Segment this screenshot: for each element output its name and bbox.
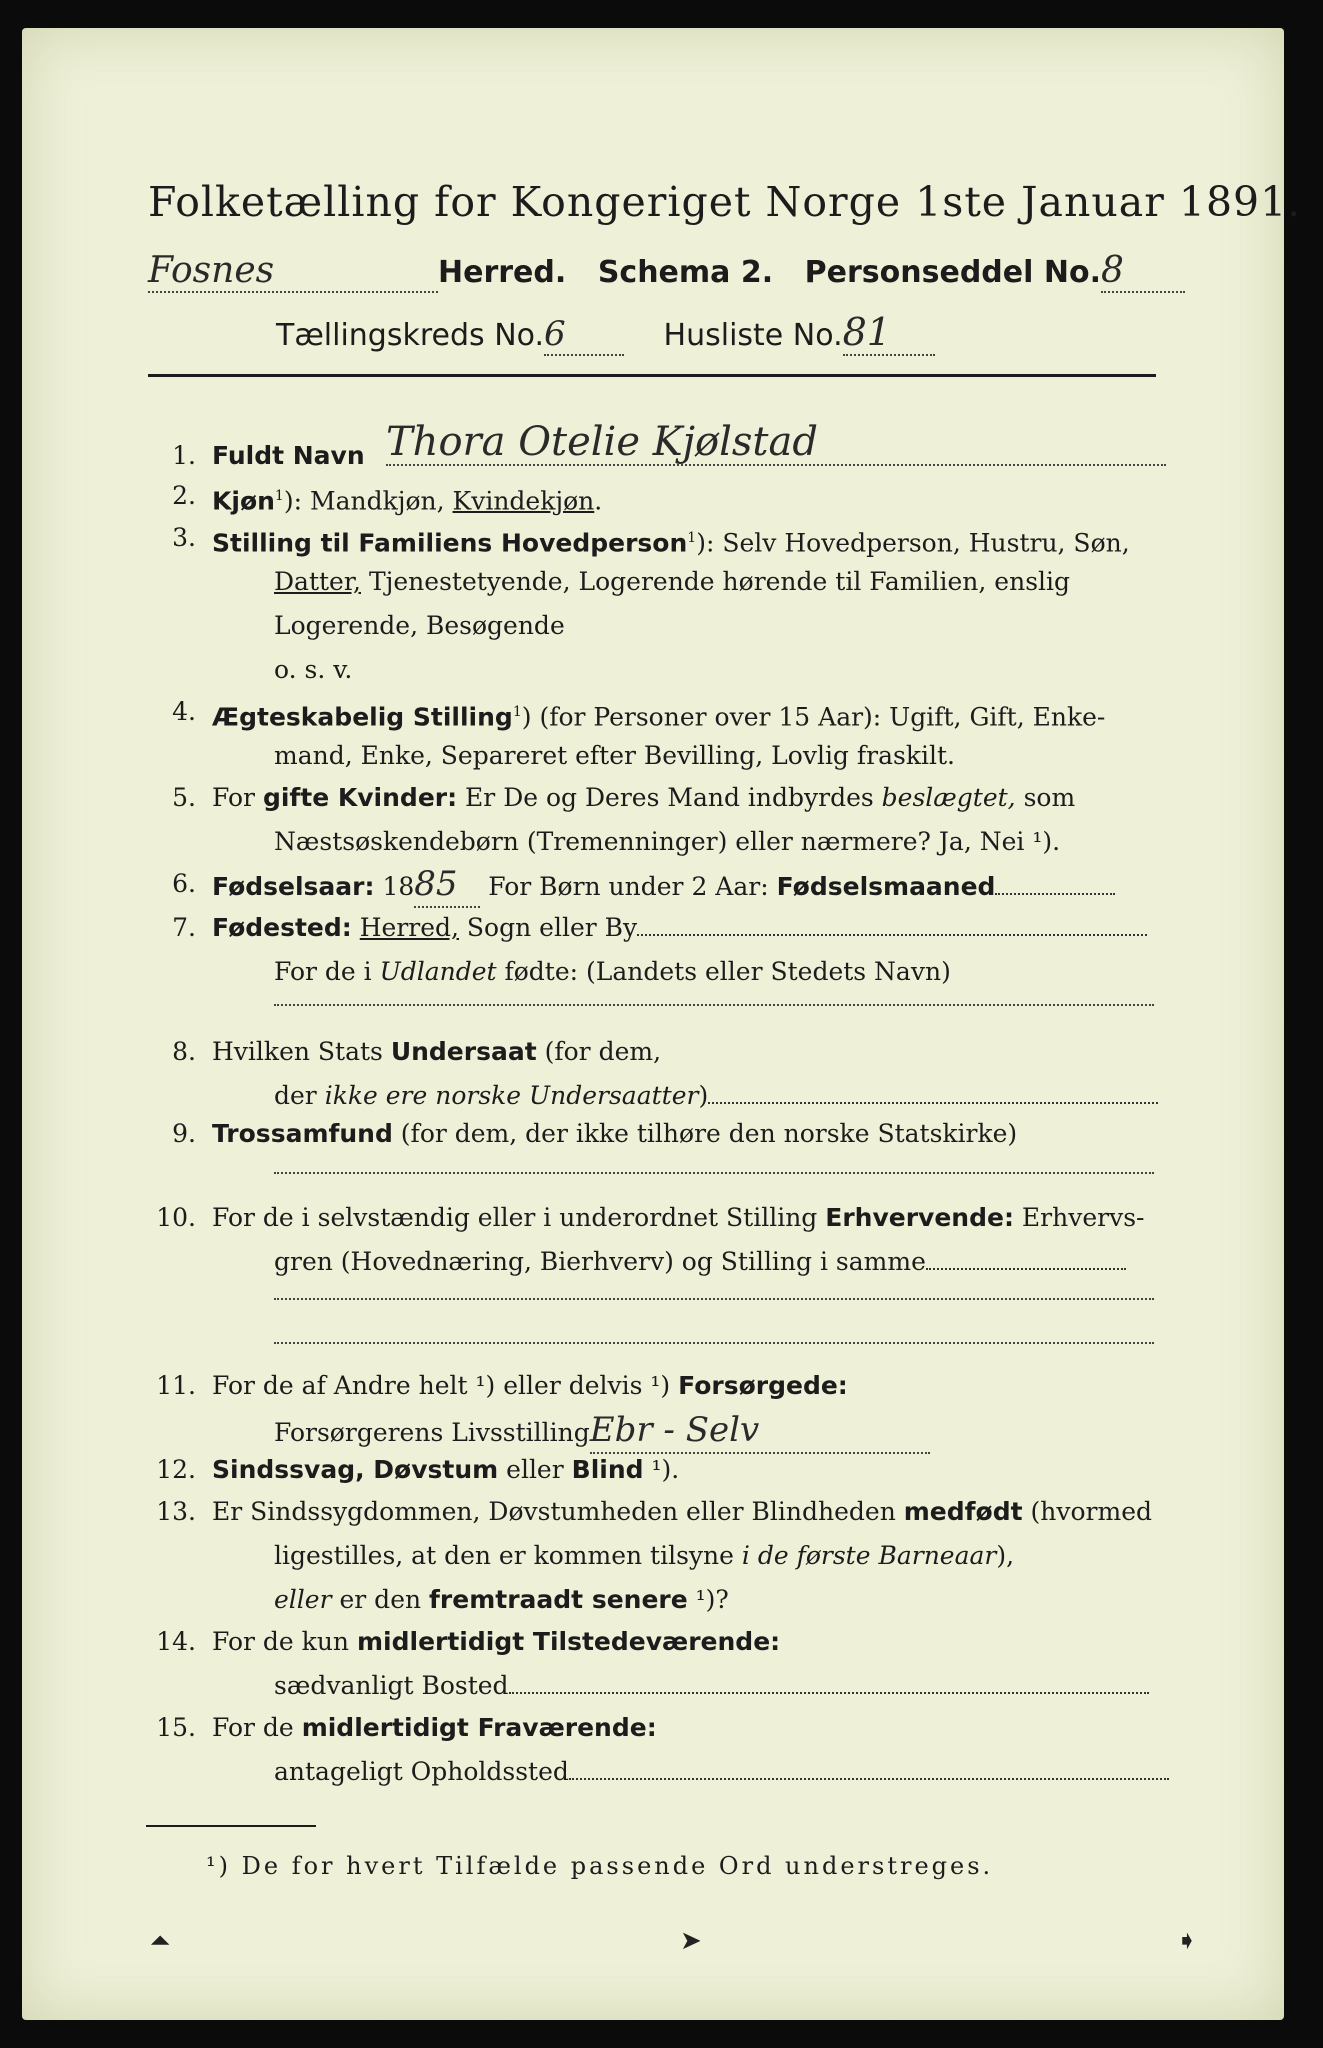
fravaerende-label: midlertidigt Fraværende: xyxy=(301,1713,657,1742)
footnote-divider xyxy=(146,1825,316,1827)
schema-label: Schema 2. xyxy=(597,255,774,290)
udland-prefix: For de i xyxy=(274,957,380,986)
kjon-selected: Kvindekjøn xyxy=(452,486,595,516)
sindssvag-mid: eller xyxy=(498,1455,572,1484)
senere-end: ¹)? xyxy=(687,1585,729,1614)
gifte-end: som xyxy=(1015,783,1076,812)
bosted-label: sædvanligt Bosted xyxy=(274,1671,509,1700)
undersaat-line2-prefix: der xyxy=(274,1081,325,1110)
corner-mark-icon: ⏶ xyxy=(150,1926,171,1956)
erhverv-field-1 xyxy=(926,1250,1126,1270)
item-number: 14. xyxy=(156,1627,196,1656)
sindssvag-end: ¹). xyxy=(643,1455,680,1484)
gifte-line2: Næstsøskendebørn (Tremenninger) eller nærmere? Ja, Nei ¹). xyxy=(274,827,1061,856)
footnote-ref: 1 xyxy=(274,488,284,504)
bosted-field xyxy=(509,1674,1149,1694)
undersaat-text: (for dem, xyxy=(536,1037,662,1066)
udland-text: fødte: (Landets eller Stedets Navn) xyxy=(496,957,951,986)
erhverv-line2: gren (Hovednæring, Bierhverv) og Stilling i samme xyxy=(274,1247,926,1276)
fodselsaar-prefix: 18 xyxy=(374,872,415,901)
undersaat-prefix: Hvilken Stats xyxy=(212,1037,391,1066)
stilling-line1: ): Selv Hovedperson, Hustru, Søn, xyxy=(696,528,1130,558)
item-number: 12. xyxy=(156,1455,196,1484)
fravaerende-prefix: For de xyxy=(212,1713,302,1742)
undersaat-field xyxy=(708,1084,1158,1104)
erhverv-prefix: For de i selvstændig eller i underordnet Stilling xyxy=(212,1203,826,1232)
herred-value: Fosnes xyxy=(148,250,438,293)
kjon-text: ): Mandkjøn, xyxy=(283,486,453,516)
item-number: 5. xyxy=(172,783,196,812)
tilstede-label: midlertidigt Tilstedeværende: xyxy=(356,1627,781,1656)
husliste-value: 81 xyxy=(843,310,935,356)
husliste-label: Husliste No. xyxy=(663,318,843,353)
trossamfund-field xyxy=(274,1172,1154,1174)
erhverv-end: Erhvervs- xyxy=(1013,1203,1145,1232)
item-number: 4. xyxy=(172,697,196,726)
header-divider xyxy=(148,374,1156,377)
fodested-selected: Herred, xyxy=(359,913,459,942)
herred-label: Herred. xyxy=(438,255,567,290)
kreds-value: 6 xyxy=(544,314,624,356)
forsorgede-label: Forsørgede: xyxy=(678,1371,848,1400)
item-number: 11. xyxy=(156,1371,196,1400)
item-number: 2. xyxy=(172,481,196,510)
personseddel-label: Personseddel No. xyxy=(804,255,1101,290)
fodselsaar-value: 85 xyxy=(414,862,480,908)
stilling-line2: Tjenestetyende, Logerende hørende til Familien, enslig xyxy=(361,567,1071,596)
item-number: 3. xyxy=(172,523,196,552)
center-mark-icon: ➤ xyxy=(680,1926,702,1956)
stilling-selected: Datter, xyxy=(274,567,361,596)
fodested-rest: Sogn eller By xyxy=(458,913,638,942)
item-number: 6. xyxy=(172,869,196,898)
stilling-line4: o. s. v. xyxy=(274,655,353,684)
medfodt-end: (hvormed xyxy=(1022,1497,1152,1526)
item-number: 13. xyxy=(156,1497,196,1526)
tilstede-prefix: For de kun xyxy=(212,1627,357,1656)
livsstilling-value: Ebr - Selv xyxy=(590,1408,930,1454)
senere-label: fremtraadt senere xyxy=(429,1585,688,1614)
gifte-prefix: For xyxy=(212,783,263,812)
fodselsaar-label: Fødselsaar: xyxy=(212,872,375,901)
footnote: ¹) De for hvert Tilfælde passende Ord understreges. xyxy=(206,1852,994,1880)
right-mark-icon: ➧ xyxy=(1176,1926,1198,1956)
gifte-label: gifte Kvinder: xyxy=(262,783,458,812)
fodested-label: Fødested: xyxy=(212,913,352,942)
medfodt-line2: ligestilles, at den er kommen tilsyne xyxy=(274,1541,742,1570)
erhverv-field-2 xyxy=(274,1298,1154,1300)
sindssvag-label: Sindssvag, Døvstum xyxy=(212,1455,499,1484)
kjon-end: . xyxy=(594,486,603,516)
senere-italic: eller xyxy=(274,1585,332,1614)
fodested-field xyxy=(637,916,1147,936)
item-number: 7. xyxy=(172,913,196,942)
opholdssted-label: antageligt Opholdssted xyxy=(274,1757,569,1786)
medfodt-italic: i de første Barneaar xyxy=(741,1541,997,1570)
opholdssted-field xyxy=(569,1760,1169,1780)
medfodt-line2-end: ), xyxy=(996,1541,1015,1570)
item-number: 15. xyxy=(156,1713,196,1742)
forsorgede-prefix: For de af Andre helt ¹) eller delvis ¹) xyxy=(212,1371,679,1400)
erhverv-field-3 xyxy=(274,1342,1154,1344)
form-title: Folketælling for Kongeriget Norge 1ste Januar 1891. xyxy=(148,178,1302,226)
senere-prefix: er den xyxy=(331,1585,430,1614)
trossamfund-text: (for dem, der ikke tilhøre den norske Statskirke) xyxy=(392,1119,1018,1148)
item-number: 1. xyxy=(172,441,196,470)
kjon-label: Kjøn xyxy=(212,486,275,516)
fuldt-navn-value: Thora Otelie Kjølstad xyxy=(386,420,1166,466)
undersaat-italic: ikke ere norske Undersaatter xyxy=(324,1081,699,1110)
fodselsmaaned-label: Fødselsmaaned xyxy=(776,872,996,901)
header-line-2 xyxy=(276,310,935,356)
fuldt-navn-label: Fuldt Navn xyxy=(212,441,365,470)
fodselsmaaned-field xyxy=(995,875,1115,895)
fodselsaar-mid: For Børn under 2 Aar: xyxy=(480,872,777,901)
medfodt-label: medfødt xyxy=(903,1497,1023,1526)
personseddel-value: 8 xyxy=(1101,250,1185,293)
stilling-line3: Logerende, Besøgende xyxy=(274,611,565,640)
livsstilling-label: Forsørgerens Livsstilling xyxy=(274,1418,590,1447)
udland-field xyxy=(274,1004,1154,1006)
medfodt-prefix: Er Sindssygdommen, Døvstumheden eller Blindheden xyxy=(212,1497,904,1526)
gifte-italic: beslægtet, xyxy=(881,783,1016,812)
erhverv-label: Erhvervende: xyxy=(825,1203,1014,1232)
item-number: 9. xyxy=(172,1119,196,1148)
aegteskab-label: Ægteskabelig Stilling xyxy=(212,702,513,732)
aegteskab-line1: ) (for Personer over 15 Aar): Ugift, Gift, Enke- xyxy=(521,702,1106,732)
aegteskab-line2: mand, Enke, Separeret efter Bevilling, Lovlig fraskilt. xyxy=(274,741,955,770)
header-line-1 xyxy=(148,250,1185,293)
undersaat-label: Undersaat xyxy=(390,1037,537,1066)
item-number: 8. xyxy=(172,1037,196,1066)
stilling-label: Stilling til Familiens Hovedperson xyxy=(212,528,688,558)
undersaat-end: ) xyxy=(698,1081,709,1110)
udland-italic: Udlandet xyxy=(379,957,497,986)
gifte-text: Er De og Deres Mand indbyrdes xyxy=(457,783,882,812)
kreds-label: Tællingskreds No. xyxy=(276,318,544,353)
blind-label: Blind xyxy=(571,1455,644,1484)
item-number: 10. xyxy=(156,1203,196,1232)
trossamfund-label: Trossamfund xyxy=(212,1119,393,1148)
